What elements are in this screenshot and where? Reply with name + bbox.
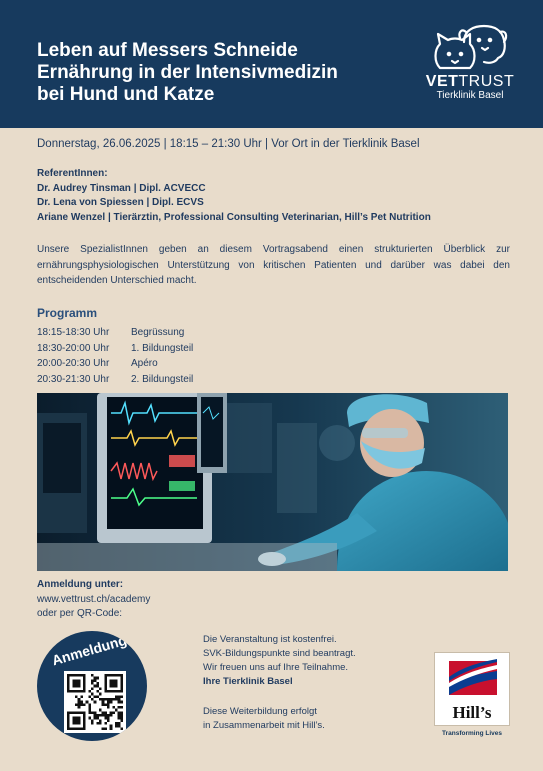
icu-monitors-surgeon-photo	[37, 393, 508, 571]
title-line-2: Ernährung in der Intensivmedizin	[37, 62, 338, 83]
logo-word-trust: TRUST	[458, 73, 515, 90]
title-line-3: bei Hund und Katze	[37, 84, 215, 105]
partner-line-2: in Zusammenarbeit mit Hill’s.	[203, 720, 325, 731]
signup-url[interactable]: www.vettrust.ch/academy	[37, 593, 151, 605]
event-title	[37, 40, 367, 106]
icu-photo	[37, 393, 508, 571]
info-signature: Ihre Tierklinik Basel	[203, 676, 293, 687]
badge-label: Anmeldung	[50, 631, 129, 669]
program-item: Begrüssung	[131, 327, 185, 338]
speaker-2: Dr. Lena von Spiessen | Dipl. ECVS	[37, 197, 204, 208]
signup-block	[37, 578, 150, 622]
partner-line-1: Diese Weiterbildung erfolgt	[203, 706, 317, 717]
program-row	[37, 356, 193, 372]
program-row	[37, 341, 193, 357]
program-time: 18:30-20:00 Uhr	[37, 342, 110, 354]
signup-heading: Anmeldung unter:	[37, 579, 124, 590]
speaker-3: Ariane Wenzel | Tierärztin, Professional Consulting Veterinarian, Hill’s Pet Nutrition	[37, 211, 431, 223]
info-line-3: Wir freuen uns auf Ihre Teilnahme.	[203, 662, 349, 673]
hills-wordmark: Hill’s	[452, 703, 492, 722]
qr-code-icon[interactable]	[64, 671, 126, 733]
program-item: 2. Bildungsteil	[131, 373, 194, 385]
logo-word-vet: VET	[425, 73, 459, 90]
program-item: Apéro	[131, 358, 158, 369]
cat-dog-icon	[430, 22, 510, 72]
speakers-block	[37, 167, 431, 225]
logo-subtitle: Tierklinik Basel	[436, 90, 504, 101]
signup-badge[interactable]	[37, 631, 147, 741]
program-row	[37, 372, 193, 388]
signup-qr-hint: oder per QR-Code:	[37, 608, 123, 619]
vettrust-logo	[420, 22, 520, 122]
speaker-1: Dr. Audrey Tinsman | Dipl. ACVECC	[37, 182, 206, 194]
logo-wordmark	[420, 74, 520, 90]
title-line-1: Leben auf Messers Schneide	[37, 40, 298, 61]
intro-paragraph: Unsere SpezialistInnen geben an diesem Vortragsabend einen strukturierten Überblick zur ernährungsphysiologischen Unterstützung von kritischen Patienten und darüber was dabei den entscheidenden Unterschied macht.	[37, 244, 510, 286]
partner-note	[203, 705, 325, 733]
info-line-2: SVK-Bildungspunkte sind beantragt.	[203, 648, 356, 659]
program-time: 20:00-20:30 Uhr	[37, 358, 110, 369]
program-time: 18:15-18:30 Uhr	[37, 327, 110, 338]
program-row	[37, 325, 193, 341]
speakers-heading: ReferentInnen:	[37, 168, 108, 179]
event-date-location: Donnerstag, 26.06.2025 | 18:15 – 21:30 Uhr | Vor Ort in der Tierklinik Basel	[37, 138, 420, 150]
hills-sponsor	[434, 652, 510, 737]
header-banner	[0, 0, 543, 128]
program-item: 1. Bildungsteil	[131, 342, 194, 354]
program-heading: Programm	[37, 306, 98, 320]
hills-tagline: Transforming Lives	[442, 730, 502, 737]
info-block	[203, 633, 356, 689]
info-line-1: Die Veranstaltung ist kostenfrei.	[203, 634, 337, 645]
program-list	[37, 325, 193, 387]
hills-mark-icon	[435, 653, 511, 703]
program-time: 20:30-21:30 Uhr	[37, 373, 110, 385]
hills-logo-icon	[434, 652, 510, 726]
